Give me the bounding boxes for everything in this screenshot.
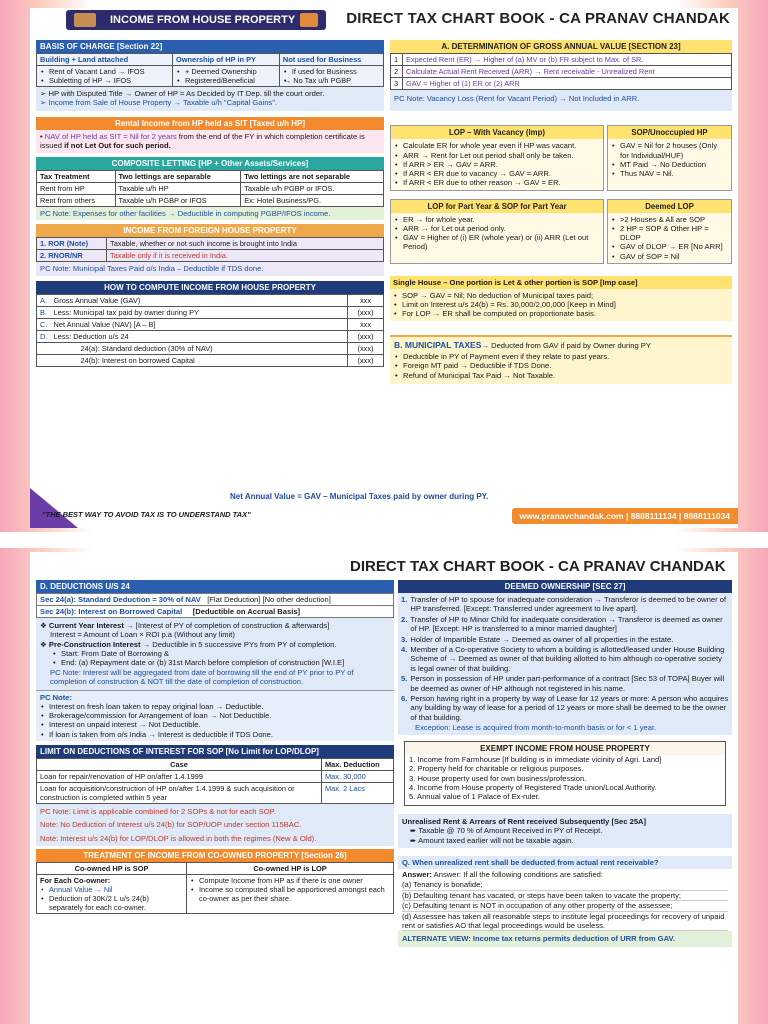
interest-limit (36, 745, 394, 846)
deemed-lop-item: • GAV of SOP = Nil (611, 252, 728, 261)
page-header (30, 8, 738, 36)
basis-table (36, 53, 384, 87)
pre-construction-interest: ❖ Pre-Construction Interest → Deductible in 5 successive PYs from PY of completion. (40, 639, 337, 649)
compute-cell: Less: Municipal tax paid by owner during PY (51, 306, 348, 318)
compute-label: D. (37, 330, 51, 342)
answer-text: Answer: Answer: If all the following conditions are satisfied: (402, 869, 603, 879)
sop-item: • Thus NAV = Nil. (611, 169, 728, 178)
lop-part-list (391, 213, 603, 254)
limit-note: PC Note: Limit is applicable combined for 2 SOPs & not for each SOP. (40, 806, 276, 816)
basis-item: • → No Tax u/h PGBP (283, 76, 380, 85)
nav-formula: Net Annual Value = GAV – Municipal Taxes paid by owner during PY. (230, 492, 489, 501)
foreign-note: PC Note: Municipal Taxes Paid o/s India – Deductible if TDS done. (40, 264, 264, 274)
unrealised-rent (398, 814, 732, 848)
limit-amount: Max. 30,000 (322, 770, 394, 782)
basis-of-charge (36, 40, 384, 111)
compute-amount: xxx (348, 294, 384, 306)
co-owned-text: For Each Co-owner: (40, 876, 111, 886)
left-column (36, 580, 394, 914)
sit-heading: Rental Income from HP held as SIT [Taxed u/h HP] (36, 117, 384, 130)
condition-item: (d) Assessee has taken all reasonable steps to institute legal proceedings for recovery of unpaid rent or satisfies AO that legal proceedings would be useless. (402, 912, 728, 932)
limit-note: Note: Interest u/s 24(b) for LOP/DLOP is allowed in both the regimes (New & Old). (40, 833, 317, 843)
compute-cell: Gross Annual Value (GAV) (51, 294, 348, 306)
deemed-lop-heading: Deemed LOP (608, 200, 731, 213)
gav-step: Expected Rent (ER) → Higher of (a) MV or (b) FR subject to Max. of SR. (403, 54, 732, 66)
foreign-table (36, 237, 384, 262)
deemed-item: 2. Transfer of HP to Minor Child for inadequate consideration → Transferor is deemed as owner of HP. [Except: HP is transferred to a minor married daughter] (401, 614, 723, 634)
co-owned-item: • Compute Income from HP as if there is one owner (190, 876, 390, 885)
contact-text: www.pranavchandak.com | 8888111134 | 8888111034 (519, 511, 730, 521)
limit-amount: Max. 2 Lacs (322, 782, 394, 803)
co-owned-heading: TREATMENT OF INCOME FROM CO-OWNED PROPERTY [Section 26] (36, 849, 394, 862)
sop-item: • MT Paid → No Deduction (611, 160, 728, 169)
deemed-lop (607, 199, 732, 264)
co-owned-item: • Deduction of 30K/2 L u/s 24(b) separately for each co-owner. (40, 894, 183, 912)
composite-col: Tax Treatment (37, 170, 116, 182)
left-column (36, 40, 384, 367)
foreign-heading: INCOME FROM FOREIGN HOUSE PROPERTY (36, 224, 384, 237)
limit-case: Loan for acquisition/construction of HP on/after 1.4.1999 & such acquisition or construction is completed within 5 year (37, 782, 322, 803)
lop-vacancy-item: • Calculate ER for whole year even if HP was vacant. (394, 141, 600, 150)
exempt-heading: EXEMPT INCOME FROM HOUSE PROPERTY (480, 743, 650, 753)
right-column (398, 580, 732, 947)
deemed-lop-item: • 2 HP = SOP & Other HP = DLOP (611, 224, 728, 243)
deemed-exception: Exception: Lease is acquired from month-to-month basis or for < 1 year. (415, 723, 657, 733)
condition-item: (c) Defaulting tenant is NOT in occupation of any other property of the assessee; (402, 901, 728, 911)
municipal-heading: B. MUNICIPAL TAXES→ Deducted from GAV if paid by Owner during PY (394, 339, 651, 350)
composite-cell: Ex: Hotel Business/PG. (241, 194, 384, 206)
tagline: "THE BEST WAY TO AVOID TAX IS TO UNDERSTAND TAX" (42, 510, 251, 519)
municipal-list (390, 351, 732, 384)
gav-section (390, 40, 732, 111)
compute-label: B. (37, 306, 51, 318)
basis-item: • If used for Business (283, 67, 380, 76)
compute-amount: (xxx) (348, 306, 384, 318)
page-footer (30, 506, 738, 528)
basis-item: • + Deemed Ownership (176, 67, 276, 76)
sop-heading: SOP/Unoccupied HP (608, 126, 731, 139)
lop-part-row (390, 199, 732, 264)
single-house-item: • SOP → GAV = Nil; No deduction of Municipal taxes paid; (393, 291, 729, 300)
house-icon (74, 13, 96, 27)
deemed-lop-item: • GAV of DLOP → ER [No ARR] (611, 242, 728, 251)
compute-label: A. (37, 294, 51, 306)
composite-heading: COMPOSITE LETTING [HP + Other Assets/Services] (36, 157, 384, 170)
deemed-item: 3. Holder of Impartible Estate → Deemed as owner of all properties in the estate. (401, 634, 674, 644)
lop-vacancy-list (391, 139, 603, 189)
current-year-interest: ❖ Current Year Interest → [Interest of PY of completion of construction & afterwards] (40, 621, 330, 630)
gav-note: PC Note: Vacancy Loss (Rent for Vacant Period) → Not Included in ARR. (394, 94, 640, 103)
book-title: DIRECT TAX CHART BOOK - CA PRANAV CHANDAK (346, 10, 730, 27)
unrealised-item: ➨ Taxable @ 70 % of Amount Received in PY of Receipt. (410, 826, 603, 836)
foreign-cell: Taxable, whether or not such income is brought into India (107, 238, 384, 250)
lop-part-item: • ARR → for Let out period only. (394, 224, 600, 233)
composite-letting (36, 157, 384, 220)
basis-col: Ownership of HP in PY (173, 54, 280, 66)
right-column (390, 40, 732, 384)
basis-item: • Subletting of HP → IFOS (40, 76, 169, 85)
compute-amount: xxx (348, 318, 384, 330)
lop-part-heading: LOP for Part Year & SOP for Part Year (391, 200, 603, 213)
deemed-lop-list (608, 213, 731, 263)
compute-cell: Net Annual Value (NAV) [A – B] (51, 318, 348, 330)
brand-icon (300, 13, 318, 27)
foreign-hp (36, 224, 384, 275)
lop-vacancy (390, 125, 604, 190)
limit-col: Max. Deduction (322, 758, 394, 770)
question-text: Q. When unrealized rent shall be deducted from actual rent receivable? (398, 856, 732, 869)
interest-rules (36, 618, 394, 690)
chart-page-1 (30, 8, 738, 528)
lop-part-year (390, 199, 604, 264)
co-owned-item: • Income so computed shall be apportioned amongst each co-owner as per their share. (190, 885, 390, 903)
basis-note: ➢ Income from Sale of House Property → Taxable u/h "Capital Gains". (40, 98, 278, 108)
co-owned-table (36, 862, 394, 914)
pc-notes-heading: PC Note: (40, 692, 73, 702)
compute-cell: Less: Deduction u/s 24 (51, 330, 348, 342)
pc-note-item: • Interest on fresh loan taken to repay original loan → Deductible. (40, 702, 390, 711)
exempt-list (405, 755, 725, 805)
pc-note-item: • Interest on unpaid interest → Not Deductible. (40, 720, 390, 729)
compute-label: C. (37, 318, 51, 330)
interest-formula: Interest = Amount of Loan × ROI p.a (Without any limit) (50, 630, 235, 640)
municipal-item: • Refund of Municipal Tax Paid → Not Taxable. (394, 371, 728, 380)
gav-step: Calculate Actual Rent Received (ARR) → Rent receivable - Unrealized Rent (403, 66, 732, 78)
sec24b: Sec 24(b): Interest on Borrowed Capital [Deductible on Accrual Basis] (36, 606, 394, 618)
composite-table (36, 170, 384, 207)
gav-heading: A. DETERMINATION OF GROSS ANNUAL VALUE [SECTION 23] (390, 40, 732, 53)
exempt-item: 3. House property used for own business/profession. (409, 773, 587, 783)
lop-part-item: • GAV = Higher of (i) ER (whole year) or (ii) ARR (Let out Period) (394, 233, 600, 252)
pci-end: • End: (a) Repayment date or (b) 31st March before completion of construction [W.I.E] (52, 658, 390, 667)
lop-vacancy-heading: LOP – With Vacancy (Imp) (391, 126, 603, 139)
basis-item: • Rent of Vacant Land → IFOS (40, 67, 169, 76)
book-title: DIRECT TAX CHART BOOK - CA PRANAV CHANDAK (350, 558, 726, 575)
basis-item: • Registered/Beneficial (176, 76, 276, 85)
exempt-item: 5. Annual value of 1 Palace of Ex-ruler. (409, 792, 540, 802)
deductions-24 (36, 580, 394, 741)
chart-page-2 (30, 552, 738, 1024)
exempt-item: 2. Property held for charitable or religious purposes. (409, 764, 584, 774)
composite-cell: Taxable u/h HP (115, 182, 241, 194)
deemed-lop-item: • >2 Houses & All are SOP (611, 215, 728, 224)
limit-heading: LIMIT ON DEDUCTIONS OF INTEREST FOR SOP [No Limit for LOP/DLOP] (36, 745, 394, 758)
page-gap (0, 532, 768, 548)
conditions-list (398, 880, 732, 931)
gav-table: 1 Expected Rent (ER) → Higher of (a) MV or (b) FR subject to Max. of SR. 2 Calculate Actual Rent Received (ARR) → Rent receivable - Unrealized Rent 3 GAV = Higher of (1) ER or (2) ARR (390, 53, 732, 90)
sit-section (36, 117, 384, 153)
alternate-view: ALTERNATE VIEW: Income tax returns permits deduction of URR from GAV. (398, 931, 732, 946)
compute-cell: 24(a): Standard deduction (30% of NAV) (51, 342, 348, 354)
single-house-list (390, 289, 732, 321)
sop-list (608, 139, 731, 180)
exempt-item: 1. Income from Farmhouse [If building is in immediate vicinity of Agri. Land] (409, 754, 662, 764)
deemed-list (398, 593, 732, 735)
deemed-item: 4. Member of a Co-operative Society to whom a building is allotted/leased under House Building Scheme of → Deemed as owner of that building allotted to him although co-operative society is legal owner of that building. (401, 645, 725, 673)
exempt-income (404, 741, 726, 806)
composite-cell: Taxable u/h PGBP or IFOS (115, 194, 241, 206)
chapter-badge (66, 10, 326, 30)
basis-note: ➢ HP with Disputed Title → Owner of HP = As Decided by IT Dep. till the court order. (40, 89, 325, 99)
contact-bar (512, 508, 738, 524)
foreign-cell: Taxable only if it is received in India. (107, 250, 384, 262)
sit-text: • NAV of HP held as SIT = Nil for 2 years from the end of the FY in which completion certificate is issued if not Let Out for such period. (40, 131, 365, 151)
condition-item: (a) Tenancy is bonafide; (402, 880, 728, 890)
limit-note: Note: No Deduction of Interest u/s 24(b) for SOP/UOP under section 115BAC. (40, 820, 302, 830)
deemed-item: 5. Person in possession of HP under part-performance of a contract [Sec 53 of TOPA] Buyer will be deemed as owner of HP although not registered in his name. (401, 674, 725, 693)
composite-cell: Taxable u/h PGBP or IFOS. (241, 182, 384, 194)
limit-case: Loan for repair/renovation of HP on/after 1.4.1999 (37, 770, 322, 782)
composite-cell: Rent from HP (37, 182, 116, 194)
foreign-cell: 1. ROR (Note) (37, 238, 107, 250)
basis-col: Building + Land attached (37, 54, 173, 66)
single-house (390, 276, 732, 321)
compute-amount: (xxx) (348, 342, 384, 354)
municipal-taxes (390, 335, 732, 384)
foreign-cell: 2. RNOR/NR (37, 250, 107, 262)
single-house-heading: Single House – One portion is Let & other portion is SOP [Imp case] (390, 276, 732, 289)
compute-table (36, 294, 384, 367)
exempt-item: 4. Income from House property of Registered Trade union/Local Authority. (409, 782, 657, 792)
compute-cell: 24(b): Interest on borrowed Capital (51, 354, 348, 366)
pci-start: • Start: From Date of Borrowing & (52, 649, 390, 658)
composite-col: Two lettings are separable (115, 170, 241, 182)
composite-cell: Rent from others (37, 194, 116, 206)
composite-note: PC Note: Expenses for other facilities → Deductible in computing PGBP/IFOS income. (40, 208, 331, 218)
condition-item: (b) Defaulting tenant has vacated, or steps have been taken to vacate the property; (402, 891, 728, 901)
deemed-item: 6. Person having right in a property by way of Lease for 12 years or more: A person who acquires any building by way of lease for a period of 12 years or more shall be deemed to be the owner of that building. (401, 694, 729, 722)
compute-income (36, 281, 384, 367)
sec24a: Sec 24(a): Standard Deduction = 30% of NAV [Flat Deduction] [No other deduction] (36, 593, 394, 606)
lop-row (390, 125, 732, 190)
lop-vacancy-item: • ARR → Rent for Let out period shall only be taken. (394, 151, 600, 160)
single-house-item: • Limit on Interest u/s 24(b) = Rs. 30,000/2,00,000 [Keep in Mind] (393, 300, 729, 309)
co-owned (36, 849, 394, 914)
compute-heading: HOW TO COMPUTE INCOME FROM HOUSE PROPERTY (36, 281, 384, 294)
chapter-title: INCOME FROM HOUSE PROPERTY (110, 14, 296, 26)
pc-note-item: • If loan is taken from o/s India → Interest is deductible if TDS Done. (40, 730, 390, 739)
basis-col: Not used for Business (279, 54, 383, 66)
lop-part-item: • ER → for whole year. (394, 215, 600, 224)
unrealised-question (398, 856, 732, 947)
limit-col: Case (37, 758, 322, 770)
gav-step: GAV = Higher of (1) ER or (2) ARR (403, 78, 732, 90)
compute-amount: (xxx) (348, 330, 384, 342)
composite-col: Two lettings are not separable (241, 170, 384, 182)
co-owned-item: • Annual Value → Nil (40, 885, 183, 894)
limit-table (36, 758, 394, 804)
sop-item: • GAV = Nil for 2 houses (Only for Individual/HUF) (611, 141, 728, 160)
lop-vacancy-item: • If ARR > ER → GAV = ARR. (394, 160, 600, 169)
unrealised-heading: Unrealised Rent & Arrears of Rent received Subsequently [Sec 25A] (402, 816, 647, 826)
municipal-item: • Foreign MT paid → Deductible if TDS Done. (394, 361, 728, 370)
lop-vacancy-item: • If ARR < ER due to other reason → GAV = ER. (394, 178, 600, 187)
single-house-item: • For LOP → ER shall be computed on proportionate basis. (393, 309, 729, 318)
pc-notes (36, 690, 394, 741)
pc-note-item: • Brokerage/commission for Arrangement of loan → Not Deductible. (40, 711, 390, 720)
deemed-heading: DEEMED OWNERSHIP [SEC 27] (398, 580, 732, 593)
basis-heading: BASIS OF CHARGE [Section 22] (36, 40, 384, 53)
unrealised-item: ➨ Amount taxed earlier will not be taxable again. (410, 835, 574, 845)
pci-note: PC Note: Interest will be aggregated from date of borrowing till the end of PY prior to PY of completion of construction & NOT till the date of completion of construction. (50, 667, 354, 687)
sop-unoccupied (607, 125, 732, 190)
deductions-heading: D. DEDUCTIONS U/S 24 (36, 580, 394, 593)
deemed-item: 1. Transfer of HP to spouse for inadequate consideration → Transferor is deemed to be owner of HP transferred. [Except: Transferred under agreement to live apart]. (401, 595, 727, 614)
lop-vacancy-item: • If ARR < ER due to vacancy → GAV = ARR. (394, 169, 600, 178)
co-owned-col: Co-owned HP is SOP (37, 863, 187, 875)
deemed-ownership (398, 580, 732, 735)
co-owned-col: Co-owned HP is LOP (187, 863, 394, 875)
compute-amount: (xxx) (348, 354, 384, 366)
municipal-item: • Deductible in PY of Payment even if they relate to past years. (394, 352, 728, 361)
